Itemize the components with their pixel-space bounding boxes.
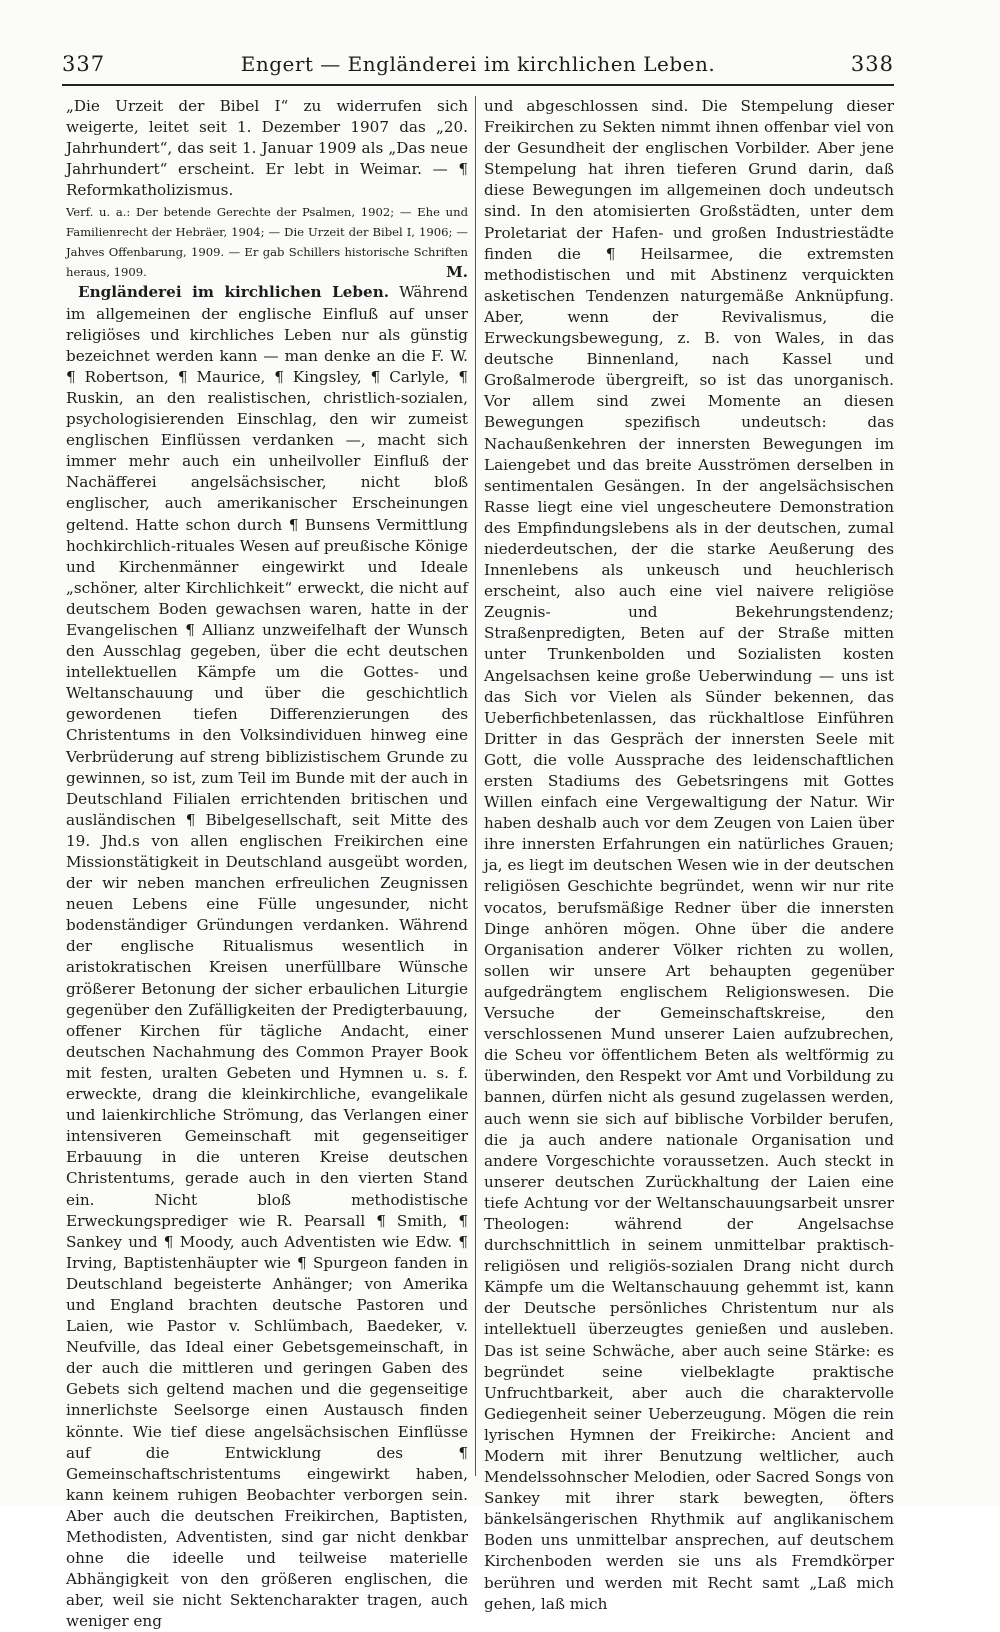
paragraph-previous-entry: „Die Urzeit der Bibel I“ zu widerrufen sich weigerte, leitet seit 1. Dezember 1907 das „20. Jahrhundert“, das seit 1. Januar 1909 als „Das neue Jahrhundert“ erscheint. Er lebt in Weimar. — ¶ Reformkatholizismus. — [66, 97, 468, 200]
article-paragraph — [66, 282, 468, 1632]
bibliography-text: Verf. u. a.: Der betende Gerechte der Psalmen, 1902; — Ehe und Familienrecht der Hebräer, 1904; — Die Urzeit der Bibel I, 1906; — Jahves Offenbarung, 1909. — Er gab Schillers historische Schriften heraus, 1909. — [66, 205, 468, 280]
left-page-number: 337 — [62, 52, 106, 76]
article-continuation: und abgeschlossen sind. Die Stempelung dieser Freikirchen zu Sekten nimmt ihnen offenbar viel von der Gesundheit der englischen Vorbilder. Aber jene Stempelung hat ihren tieferen Grund darin, daß diese Bewegungen im allgemeinen doch undeutsch sind. In den atomisierten Großstädten, unter dem Proletariat der Hafen- und großen Industriestädte finden die ¶ Heilsarmee, die extremsten methodistischen und mit Abstinenz verquickten asketischen Tendenzen naturgemäße Anknüpfung. Aber, wenn der Revivalismus, die Erweckungsbewegung, z. B. von Wales, in das deutsche Binnenland, nach Kassel und Großalmerode übergreift, so ist das unorganisch. Vor allem sind zwei Momente an diesen Bewegungen spezifisch undeutsch: das Nachaußenkehren der innersten Bewegungen im Laiengebet und das breite Ausströmen derselben in sentimentalen Gesängen. In der angelsächsischen Rasse liegt eine viel ungescheutere Demonstration des Empfindungslebens als in der deutschen, zumal niederdeutschen, der die starke Aeußerung des Innenlebens als unkeusch und heuchlerisch erscheint, also auch eine viel naivere religiöse Zeugnis- und Bekehrungstendenz; Straßenpredigten, Beten auf der Straße mitten unter Trunkenbolden und Sozialisten kosten Angelsachsen keine große Ueberwindung — uns ist das Sich vor Vielen als Sünder bekennen, das Ueberfichbetenlassen, das rückhaltlose Einführen Dritter in das Gespräch der innersten Seele mit Gott, die volle Aussprache des leidenschaftlichen ersten Stadiums des Gebetsringens mit Gottes Willen einfach eine Vergewaltigung der Natur. Wir haben deshalb auch vor dem Zeugen von Laien über ihre innersten Erfahrungen ein natürliches Grauen; ja, es liegt im deutschen Wesen wie in der deutschen religiösen Geschichte begründet, wenn wir nur rite vocatos, berufsmäßige Redner über die innersten Dinge anhören mögen. Ohne über die andere Organisation anderer Völker richten zu wollen, sollen wir unsere Art behaupten gegenüber aufgedrängtem englischem Religionswesen. Die Versuche der Gemeinschaftskreise, den verschlossenen Mund unserer Laien aufzubrechen, die Scheu vor öffentlichem Beten als weltförmig zu überwinden, den Respekt vor Amt und Vorbildung zu bannen, dürfen nicht als gesund zugelassen werden, auch wenn sie sich auf biblische Vorbilder berufen, die ja auch andere nationale Organisation und andere Vorgeschichte voraussetzen. Auch steckt in unserer deutschen Zurückhaltung der Laien eine tiefe Achtung vor der Weltanschauungsarbeit unsrer Theologen: während der Angelsachse durchschnittlich in seinem unmittelbar praktisch-religiösen und religiös-sozialen Drang nicht durch Kämpfe um die Weltanschauung gehemmt ist, kann der Deutsche persönliches Christentum nur als intellektuell überzeugtes genießen und ausleben. Das ist seine Schwäche, aber auch seine Stärke: es begründet seine vielbeklagte praktische Unfruchtbarkeit, aber auch die charaktervolle Gediegenheit seiner Ueberzeugung. Mögen die rein lyrischen Hymnen der Freikirche: Ancient and Modern mit ihrer Benutzung weltlicher, auch Mendelssohnscher Melodien, oder Sacred Songs von Sankey mit ihrer stark bewegten, öfters bänkelsängerischen Rhythmik auf anglikanischem Boden uns unmittelbar ansprechen, auf deutschem Kirchenboden werden sie uns als Fremdkörper berühren und werden mit Recht samt „Laß mich gehen, laß mich — [484, 97, 894, 1613]
column-divider — [475, 96, 476, 1476]
article-heading: Engländerei im kirchlichen Leben. — [78, 283, 390, 302]
article-body-text: Während im allgemeinen der englische Einfluß auf unser religiöses und kirchliches Leben nur als günstig bezeichnet werden kann — man denke an die F. W. ¶ Robertson, ¶ Maurice, ¶ Kingsley, ¶ Carlyle, ¶ Ruskin, an den realistischen, christlich-sozialen, psychologisierenden Einschlag, den wir zumeist englischen Einflüssen verdanken —, macht sich immer mehr auch ein unheilvoller Einfluß der Nachäfferei angelsächsischer, nicht bloß englischer, auch amerikanischer Erscheinungen geltend. Hatte schon durch ¶ Bunsens Vermittlung hochkirchlich-rituales Wesen auf preußische Könige und Kirchenmänner eingewirkt und Ideale „schöner, alter Kirchlichkeit“ erweckt, die nicht auf deutschem Boden gewachsen waren, hatte in der Evangelischen ¶ Allianz unzweifelhaft der Wunsch den Ausschlag gegeben, über die echt deutschen intellektuellen Kämpfe um die Gottes- und Weltanschauung und über die geschichtlich gewordenen tiefen Differenzierungen des Christentums in den Volksindividuen hinweg eine Verbrüderung auf streng biblizistischem Grunde zu gewinnen, so ist, zum Teil im Bunde mit der auch in Deutschland Filialen errichtenden britischen und ausländischen ¶ Bibelgesellschaft, seit Mitte des 19. Jhd.s von allen englischen Freikirchen eine Missionstätigkeit in Deutschland ausgeübt worden, der wir neben manchen erfreulichen Zeugnissen neuen Lebens eine Fülle ungesunder, nicht bodenständiger Gründungen verdanken. Während der englische Ritualismus wesentlich in aristokratischen Kreisen unerfüllbare Wünsche größerer Betonung der sicher erbaulichen Liturgie gegenüber den Zufälligkeiten der Predigterbauung, offener Kirchen für tägliche Andacht, einer deutschen Nachahmung des Common Prayer Book mit festen, uralten Gebeten und Hymnen u. s. f. erweckte, drang die kleinkirchliche, evangelikale und laienkirchliche Strömung, das Verlangen einer intensiveren Gemeinschaft mit gegenseitiger Erbauung in die unteren Kreise deutschen Christentums, gerade auch in den vierten Stand ein. Nicht bloß methodistische Erweckungsprediger wie R. Pearsall ¶ Smith, ¶ Sankey und ¶ Moody, auch Adventisten wie Edw. ¶ Irving, Baptistenhäupter wie ¶ Spurgeon fanden in Deutschland begeisterte Anhänger; von Amerika und England brachten deutsche Pastoren und Laien, wie Pastor v. Schlümbach, Baedeker, v. Neufville, das Ideal einer Gebetsgemeinschaft, in der auch die mittleren und geringen Gaben des Gebets sich geltend machen und die gegenseitige innerlichste Seelsorge einen Austausch finden könnte. Wie tief diese angelsächsischen Einflüsse auf die Entwicklung des ¶ Gemeinschaftschristentums eingewirkt haben, kann keinem ruhigen Beobachter verborgen sein. Aber auch die deutschen Freikirchen, Baptisten, Methodisten, Adventisten, sind gar nicht denkbar ohne die ideelle und teilweise materielle Abhängigkeit von den größeren englischen, die aber, weil sie nicht Sektencharakter tragen, auch weniger eng — [66, 283, 468, 1631]
running-title: Engert — Engländerei im kirchlichen Leben. — [240, 52, 716, 76]
author-initial: M. — [446, 263, 468, 282]
right-column — [484, 96, 894, 1613]
running-header — [62, 44, 894, 86]
right-page-number: 338 — [850, 52, 894, 76]
left-column — [66, 96, 468, 1631]
bibliography-note — [66, 202, 468, 282]
